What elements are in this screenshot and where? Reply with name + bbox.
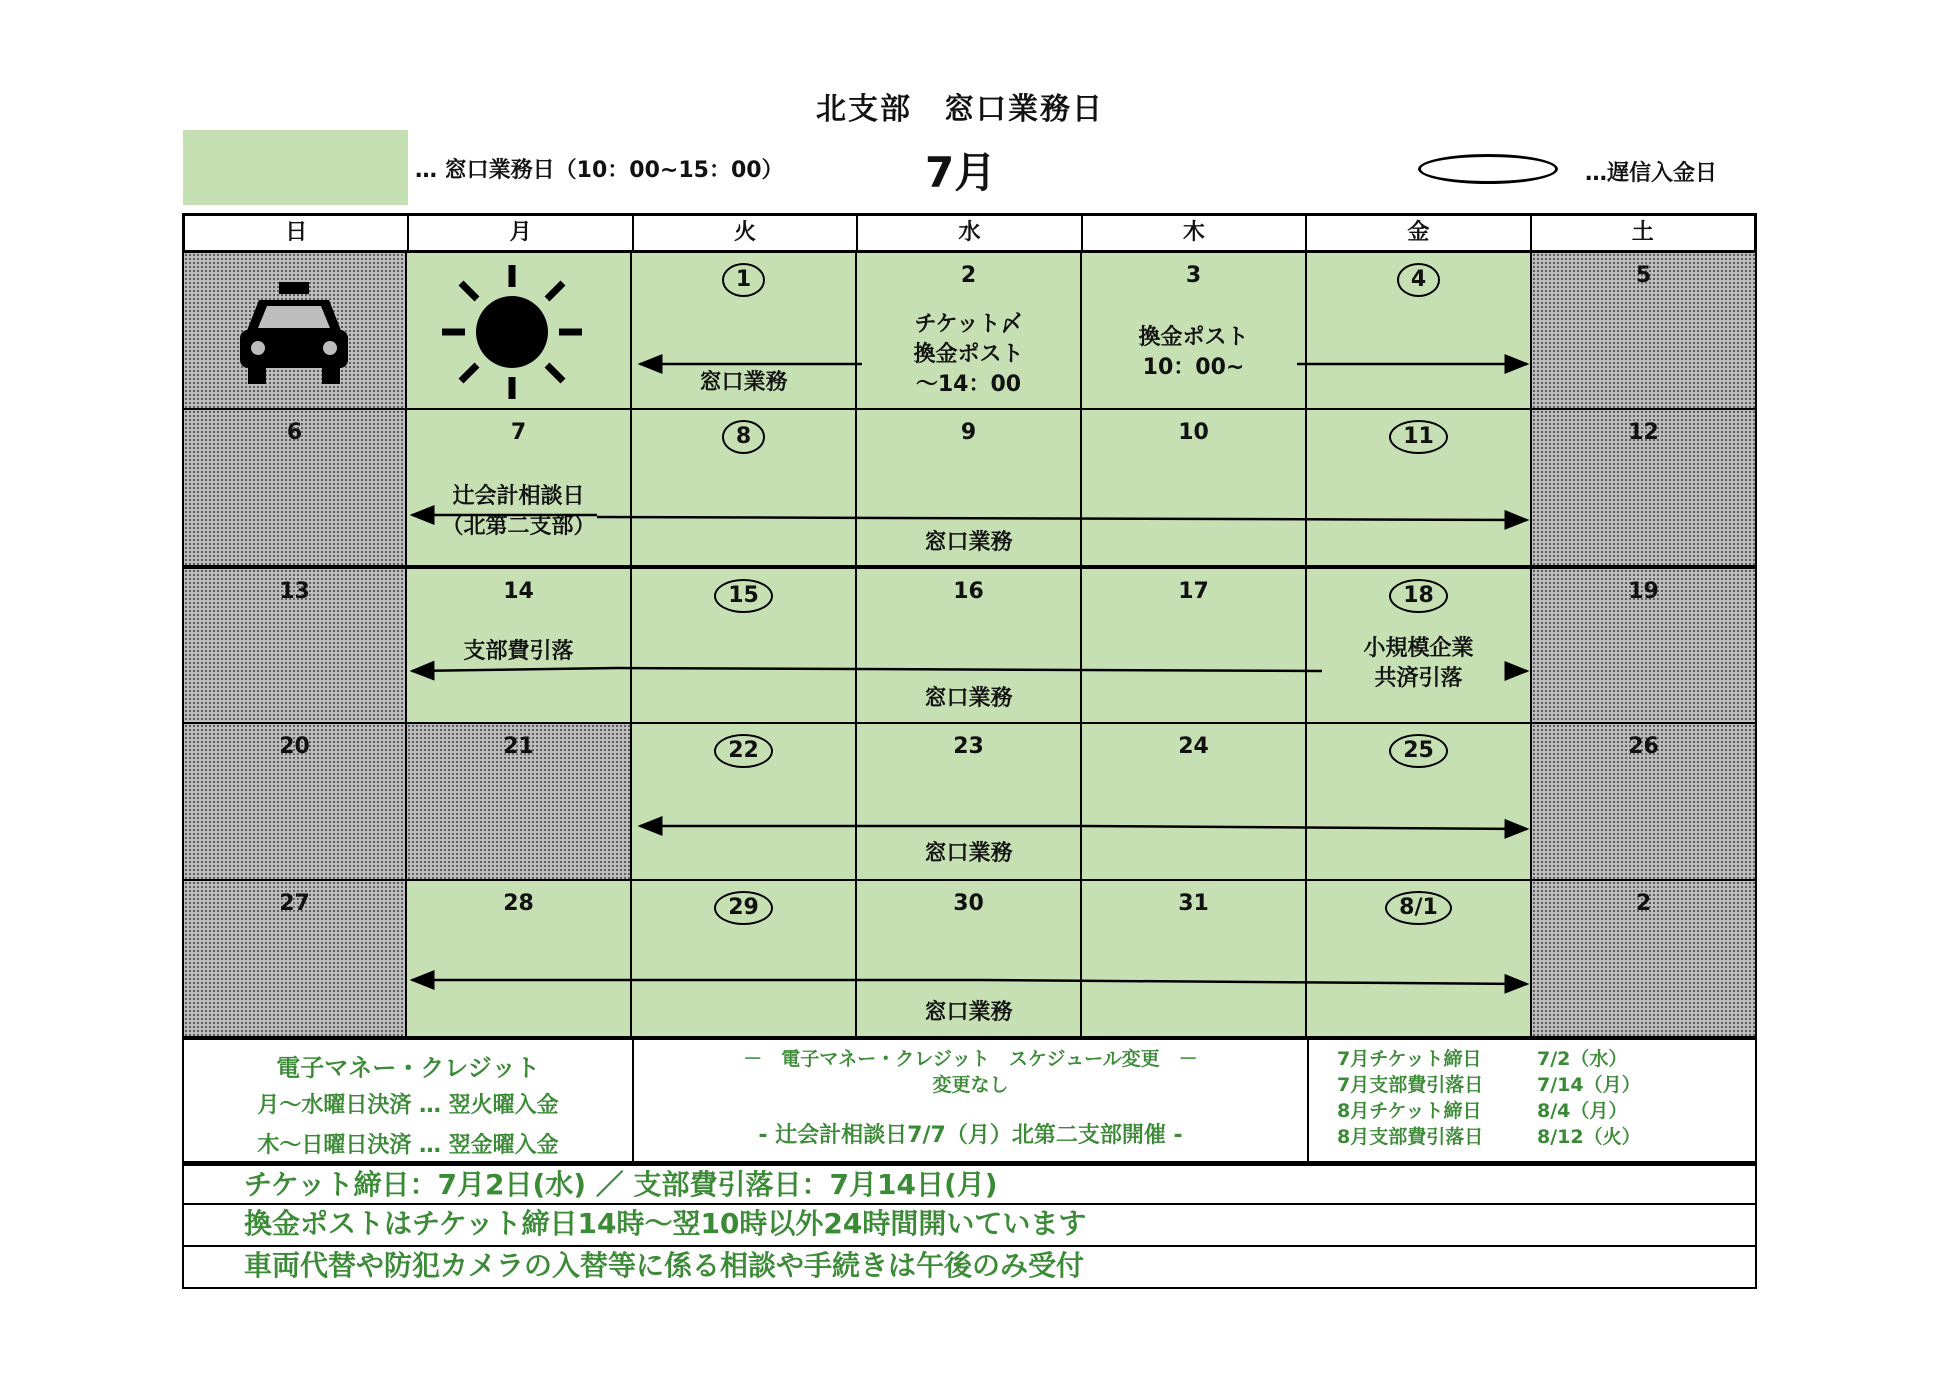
weekday-sat: 土 [1631, 220, 1654, 245]
day-cell [1082, 881, 1307, 1038]
page-title: 北支部 窓口業務日 [816, 92, 1104, 127]
window-work-label: 窓口業務 [924, 686, 1013, 711]
day-number: 7 [510, 420, 527, 445]
legend-window-day-swatch [183, 130, 408, 205]
day-cell [407, 410, 632, 567]
ticket-deadline-note: チケット〆 換金ポスト ～14：00 [913, 312, 1024, 397]
calendar-grid [182, 253, 1757, 1038]
day-cell [407, 881, 632, 1038]
calendar [182, 213, 1757, 1038]
day-number: 30 [953, 891, 984, 916]
day-cell [407, 253, 632, 410]
day-cell [857, 724, 1082, 881]
deadline-row: 8月支部費引落日 8/12（火） [1337, 1126, 1641, 1148]
day-cell [1532, 881, 1757, 1038]
day-cell [1082, 567, 1307, 724]
weekday-wed: 水 [858, 216, 1082, 250]
day-cell [632, 410, 857, 567]
deadline-row: 7月支部費引落日 7/14（月） [1337, 1074, 1641, 1096]
day-number: 19 [1628, 579, 1659, 604]
day-number: 10 [1178, 420, 1209, 445]
day-cell [1307, 253, 1532, 410]
day-number-circled: 4 [1397, 263, 1440, 297]
window-work-label: 窓口業務 [924, 1000, 1013, 1025]
day-cell [1307, 410, 1532, 567]
day-number-circled: 15 [714, 579, 773, 613]
day-cell [182, 253, 407, 410]
sun-icon [437, 263, 587, 401]
payment-info-panel [182, 1038, 1757, 1163]
day-number: 27 [279, 891, 310, 916]
day-number-circled: 8 [722, 420, 765, 454]
day-cell [857, 881, 1082, 1038]
day-cell [632, 881, 857, 1038]
day-number-circled: 11 [1389, 420, 1448, 454]
legend-window-day-label: … 窓口業務日（10：00~15：00） [415, 158, 784, 183]
weekday-header [182, 213, 1757, 253]
day-number: 13 [279, 579, 310, 604]
day-number: 28 [503, 891, 534, 916]
day-number-circled: 8/1 [1385, 891, 1452, 925]
branch-fee-note: 支部費引落 [463, 639, 574, 664]
legend-remittance-label: …遅信入金日 [1585, 161, 1718, 186]
day-cell [1532, 253, 1757, 410]
day-number: 17 [1178, 579, 1209, 604]
day-cell [182, 724, 407, 881]
day-number: 2 [1635, 891, 1652, 916]
day-number: 9 [960, 420, 977, 445]
day-number: 6 [286, 420, 303, 445]
day-cell [857, 253, 1082, 410]
window-work-label: 窓口業務 [924, 530, 1013, 555]
day-cell [632, 567, 857, 724]
day-number: 24 [1178, 734, 1209, 759]
day-cell [1532, 724, 1757, 881]
weekday-mon: 月 [409, 216, 633, 250]
day-cell [407, 724, 632, 881]
day-number: 20 [279, 734, 310, 759]
taxi-icon [234, 278, 354, 388]
day-cell [1307, 881, 1532, 1038]
weekday-sun: 日 [185, 216, 409, 250]
day-number: 23 [953, 734, 984, 759]
day-cell [1532, 567, 1757, 724]
day-cell [1307, 567, 1532, 724]
e-money-schedule: 電子マネー・クレジット 月～水曜日決済 … 翌火曜入金 木～日曜日決済 … 翌金曜入金 [184, 1040, 634, 1161]
day-number-circled: 22 [714, 734, 773, 768]
day-number: 2 [960, 263, 977, 288]
note-line: 車両代替や防犯カメラの入替等に係る相談や手続きは午後のみ受付 [182, 1247, 1757, 1289]
day-number-circled: 29 [714, 891, 773, 925]
deadline-row: 7月チケット締日 7/2（水） [1337, 1048, 1628, 1070]
day-number: 12 [1628, 420, 1659, 445]
note-line: 換金ポストはチケット締日14時～翌10時以外24時間開いています [182, 1205, 1757, 1247]
weekday-tue: 火 [634, 216, 858, 250]
deadline-list [1309, 1040, 1755, 1161]
day-cell [1082, 724, 1307, 881]
day-number: 14 [503, 579, 534, 604]
day-number-circled: 1 [722, 263, 765, 297]
weekday-fri: 金 [1307, 216, 1531, 250]
day-cell [1082, 253, 1307, 410]
day-cell [857, 410, 1082, 567]
day-number: 3 [1185, 263, 1202, 288]
day-cell [1532, 410, 1757, 567]
notes-section [182, 1163, 1757, 1289]
day-number-circled: 18 [1389, 579, 1448, 613]
day-cell [182, 410, 407, 567]
legend-remittance-ellipse [1418, 154, 1558, 184]
day-cell [407, 567, 632, 724]
day-number: 26 [1628, 734, 1659, 759]
day-cell [182, 567, 407, 724]
day-cell [632, 253, 857, 410]
weekday-thu: 木 [1083, 216, 1307, 250]
schedule-change-notice: － 電子マネー・クレジット スケジュール変更 － 変更なし - 辻会計相談日7/7（月）北第二支部開催 - [634, 1040, 1309, 1161]
day-number-circled: 25 [1389, 734, 1448, 768]
day-number: 31 [1178, 891, 1209, 916]
day-number: 16 [953, 579, 984, 604]
small-business-mutual-note: 小規模企業 共済引落 [1363, 636, 1474, 691]
day-cell [182, 881, 407, 1038]
day-cell [857, 567, 1082, 724]
day-cell [632, 724, 857, 881]
day-cell [1307, 724, 1532, 881]
month-label: 7月 [925, 148, 997, 197]
deadline-row: 8月チケット締日 8/4（月） [1337, 1100, 1628, 1122]
window-work-label: 窓口業務 [699, 370, 788, 395]
note-line: チケット締日：7月2日(水) ／ 支部費引落日：7月14日(月) [182, 1163, 1757, 1205]
day-number: 5 [1635, 263, 1652, 288]
accountant-consult-note: 辻会計相談日 （北第二支部） [441, 484, 596, 539]
day-cell [1082, 410, 1307, 567]
day-number: 21 [503, 734, 534, 759]
window-work-label: 窓口業務 [924, 841, 1013, 866]
post-open-note: 換金ポスト 10：00~ [1138, 325, 1249, 380]
